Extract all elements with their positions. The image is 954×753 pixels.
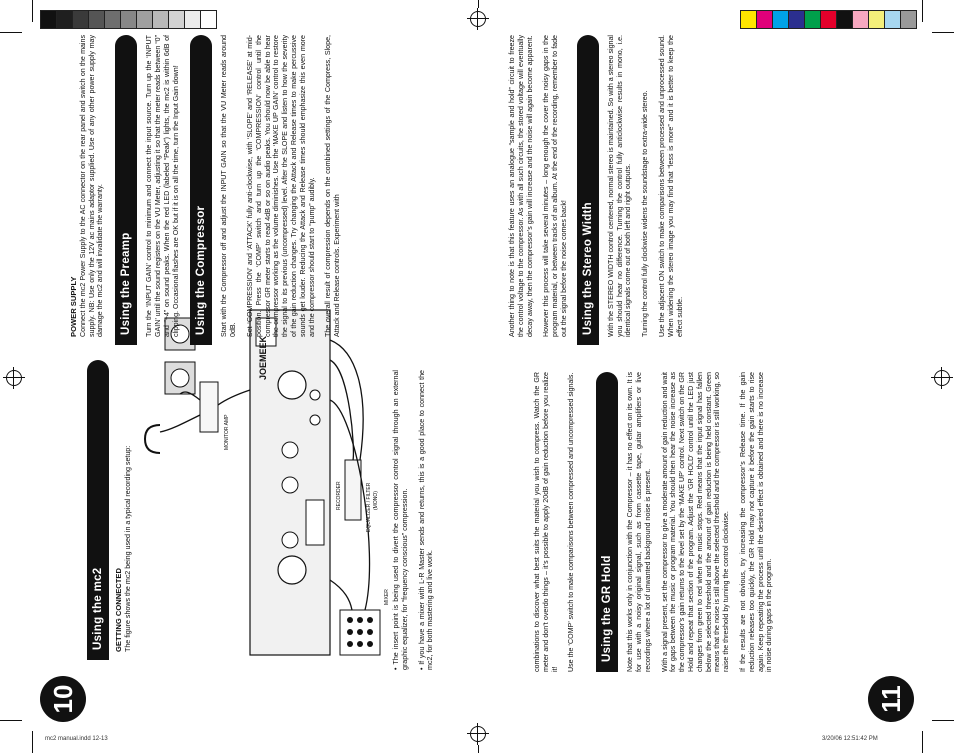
compressor-p2: Set ‘COMPRESSION’ and ‘ATTACK’ fully anti-clockwise, with ‘SLOPE’ and ‘RELEASE’ at mid-position. Press the ‘COMP’ switch and turn up the ‘COMPRESSION’ control until the compressor GR meter starts to read 4dB or so on audio peaks. You should now be able to hear the compressor working as the volume diminishes. Use the ‘MAKE UP GAIN’ control to restore the signal to its previous (uncompressed) level. After the SLOPE and listen to how the severity of the gain reduction changes. Try changing the Attack and Release times to make percussive sounds get louder. Reducing the Attack and Release times should emphasize this even more and the compressor should start to “pump” audibly. [245, 35, 316, 337]
page11-col2 [508, 35, 684, 345]
unit-jack [310, 390, 320, 400]
power-supply-heading: POWER SUPPLY [69, 276, 78, 337]
gray-swatch [137, 11, 153, 28]
page10-col1 [87, 360, 142, 660]
unit-jack [310, 415, 320, 425]
section-heading-stereo-width: Using the Stereo Width [577, 35, 599, 345]
gray-swatch [121, 11, 137, 28]
cable [330, 360, 353, 460]
gr-hold-p1: Note that this works only in conjunction with the Compressor – it has no effect on its own. It is for use with a noisy original signal, such as from cassette tape, guitar amplifiers or live recordings where a lot of unwanted background noise is present. [626, 372, 652, 672]
process-color-bar [740, 10, 917, 29]
stereo-width-p3: Use the adjacent ON switch to make comparisons between processed and unprocessed sound. When widening the stereo image you may find that “less is more” and it is better to keep the effect subtle. [657, 35, 684, 337]
page11-col1 [70, 35, 450, 345]
color-swatch [821, 11, 837, 28]
recorder-reel [278, 556, 306, 584]
color-swatch [741, 11, 757, 28]
compressor-p1: Start with the Compressor off and adjust the INPUT GAIN so that the VU Meter reads around 0dB. [220, 35, 238, 337]
crop-mark [0, 720, 22, 721]
cable [160, 415, 200, 432]
gray-swatch [153, 11, 169, 28]
gray-swatch [57, 11, 73, 28]
unit-knob [282, 532, 298, 548]
color-swatch [805, 11, 821, 28]
label-recorder: RECORDER [336, 481, 342, 510]
page10-bullets [392, 370, 442, 670]
speaker-cone [171, 369, 189, 387]
crop-mark [932, 720, 954, 721]
registration-mark-top [470, 11, 486, 27]
registration-mark-bottom [470, 726, 486, 742]
unit-knob [282, 477, 298, 493]
label-equalizer: EQUALIZER / FILTER [366, 482, 372, 532]
fade-out-text: However this process will take several minutes – long enough the cover the noisy gaps in the program material, or between tracks of an album. At the end of the recording, remember to fade out the signal before the noise comes back! [542, 35, 568, 337]
color-swatch [757, 11, 773, 28]
page-number-10: 10 [40, 676, 86, 722]
crop-mark [478, 0, 479, 8]
gr-hold-p2: With a signal present, set the compressor to give a moderate amount of gain reduction and wait for gaps between the music or program material. You should then hear the noise increase as the compressor’s gain returns to the level set by the ‘MAKE UP’ control. Next switch on the GR Hold and repeat that section of the program. Adjust the ‘GR HOLD’ control until the LED just changes from green to red when the music stops. Red means that the input signal has fallen below the selected threshold and the amount of gain reduction is being held constant. Green means that the noise is still above the selected threshold and the compressor is still working, so raise the threshold by turning the control clockwise. [660, 372, 731, 672]
sample-hold-text: Another thing to note is that this feature uses an analogue “sample and hold” circuit to freeze the control voltage to the compressor. As with all such circuits, the stored voltage will eventually decay away, then the compressor’s gain will increase and the noise will again become apparent. [508, 35, 534, 337]
crop-mark [932, 32, 954, 33]
stereo-width-p1: With the STEREO WIDTH control centered, normal stereo is maintained. So with a stereo signal you should hear no difference. Turning the control fully anticlockwise results in mono, i.e. identical signals come out of both left and right outputs. [606, 35, 633, 337]
color-swatch [901, 11, 916, 28]
color-swatch [885, 11, 901, 28]
label-mixer: MIXER [384, 589, 390, 605]
bullet-insert-point: • The insert point is being used to divert the compressor control signal through an external graphic equalizer, for “frequency conscious” compression. [392, 370, 409, 670]
cable [330, 340, 363, 460]
gray-swatch [105, 11, 121, 28]
gray-swatch [201, 11, 216, 28]
bullet-mixer-sends: • If you have a mixer with L-R Master sends and returns, this is a good place to connect the mc2, for both mastering and live work. [417, 370, 435, 670]
cable [218, 390, 250, 405]
gray-swatch [41, 11, 57, 28]
stereo-width-p2: Turning the control fully clockwise widens the soundstage to extra-wide stereo. [641, 90, 650, 337]
color-swatch [837, 11, 853, 28]
monitor-amp-box [200, 382, 218, 432]
comp-switch-text: Use the ‘COMP’ switch to make comparisons between compressed and uncompressed signals. [567, 372, 576, 672]
registration-mark-left [6, 370, 22, 386]
color-swatch [789, 11, 805, 28]
gray-swatch [169, 11, 185, 28]
color-swatch [773, 11, 789, 28]
label-equalizer-sub: (MONO) [373, 491, 379, 510]
page-number-11: 11 [868, 676, 914, 722]
unit-panel [306, 500, 324, 545]
gray-swatch [185, 11, 201, 28]
compression-experiment-text: combinations to discover what best suits the material you wish to compress. Watch the GR meter and don’t overdo things – it’s possible to apply 20dB of gain reduction before you realize it! [533, 372, 559, 672]
recorder-reel [278, 371, 306, 399]
section-heading-compressor: Using the Compressor [190, 35, 212, 345]
unit-knob [282, 442, 298, 458]
crop-mark [478, 745, 479, 753]
crop-mark [922, 0, 923, 22]
section-heading-gr-hold: Using the GR Hold [596, 372, 618, 672]
slug-date: 3/20/06 12:51:42 PM [822, 736, 878, 742]
grayscale-bar [40, 10, 217, 29]
registration-mark-right [934, 370, 950, 386]
gray-swatch [73, 11, 89, 28]
page10-col2 [533, 372, 793, 672]
crop-mark [0, 32, 22, 33]
label-brand: JOEMEEK [258, 335, 268, 380]
getting-connected-heading: GETTING CONNECTED [114, 568, 123, 652]
slug-file: mc2 manual.indd 12-13 [45, 736, 108, 742]
cable [330, 580, 352, 610]
crop-mark [922, 731, 923, 753]
gr-hold-p3: If the results are not obvious, try increasing the compressor’s Release time. If the gain reduction releases too quickly, the GR Hold may not capture it before the gain starts to rise again. Keep repeating the process until the desired effect is obtained and there is no increase in noise during gaps in the program. [738, 372, 774, 672]
crop-mark [32, 0, 33, 22]
compressor-p3: The overall result of compression depends on the combined settings of the Compress, Slope, Attack and Release controls. Experiment with [324, 35, 342, 337]
crop-mark [32, 731, 33, 753]
section-heading-preamp: Using the Preamp [115, 35, 137, 345]
section-heading-using-mc2: Using the mc2 [87, 360, 109, 660]
headphones-shape [145, 425, 160, 453]
power-supply-text: Connect the mc2 Power Supply to the AC connector on the rear panel and switch on the mains supply. NB: Use only the 12V ac mains adaptor supplied. Use of any other power supply may damage the mc2 and will invalidate the warranty. [78, 35, 105, 337]
color-swatch [869, 11, 885, 28]
gray-swatch [89, 11, 105, 28]
label-monitor-amp: MONITOR AMP [224, 414, 230, 450]
connection-diagram [140, 300, 390, 675]
preamp-text: Turn the ‘INPUT GAIN’ control to minimum and connect the input source. Turn up the ‘INPUT GAIN’ until the sound registers on the VU Meter, adjusting it so that the meter reads between “0” and “+4” on sound peaks. When the red LED (labeled “Peak”) lights, the mc2 is within 6dB of clipping. Occasional flashes are OK but if it is on all the time, turn the Input Gain down! [145, 35, 180, 337]
getting-connected-text: The figure shows the mc2 being used in a typical recording setup: [123, 445, 132, 652]
color-swatch [853, 11, 869, 28]
